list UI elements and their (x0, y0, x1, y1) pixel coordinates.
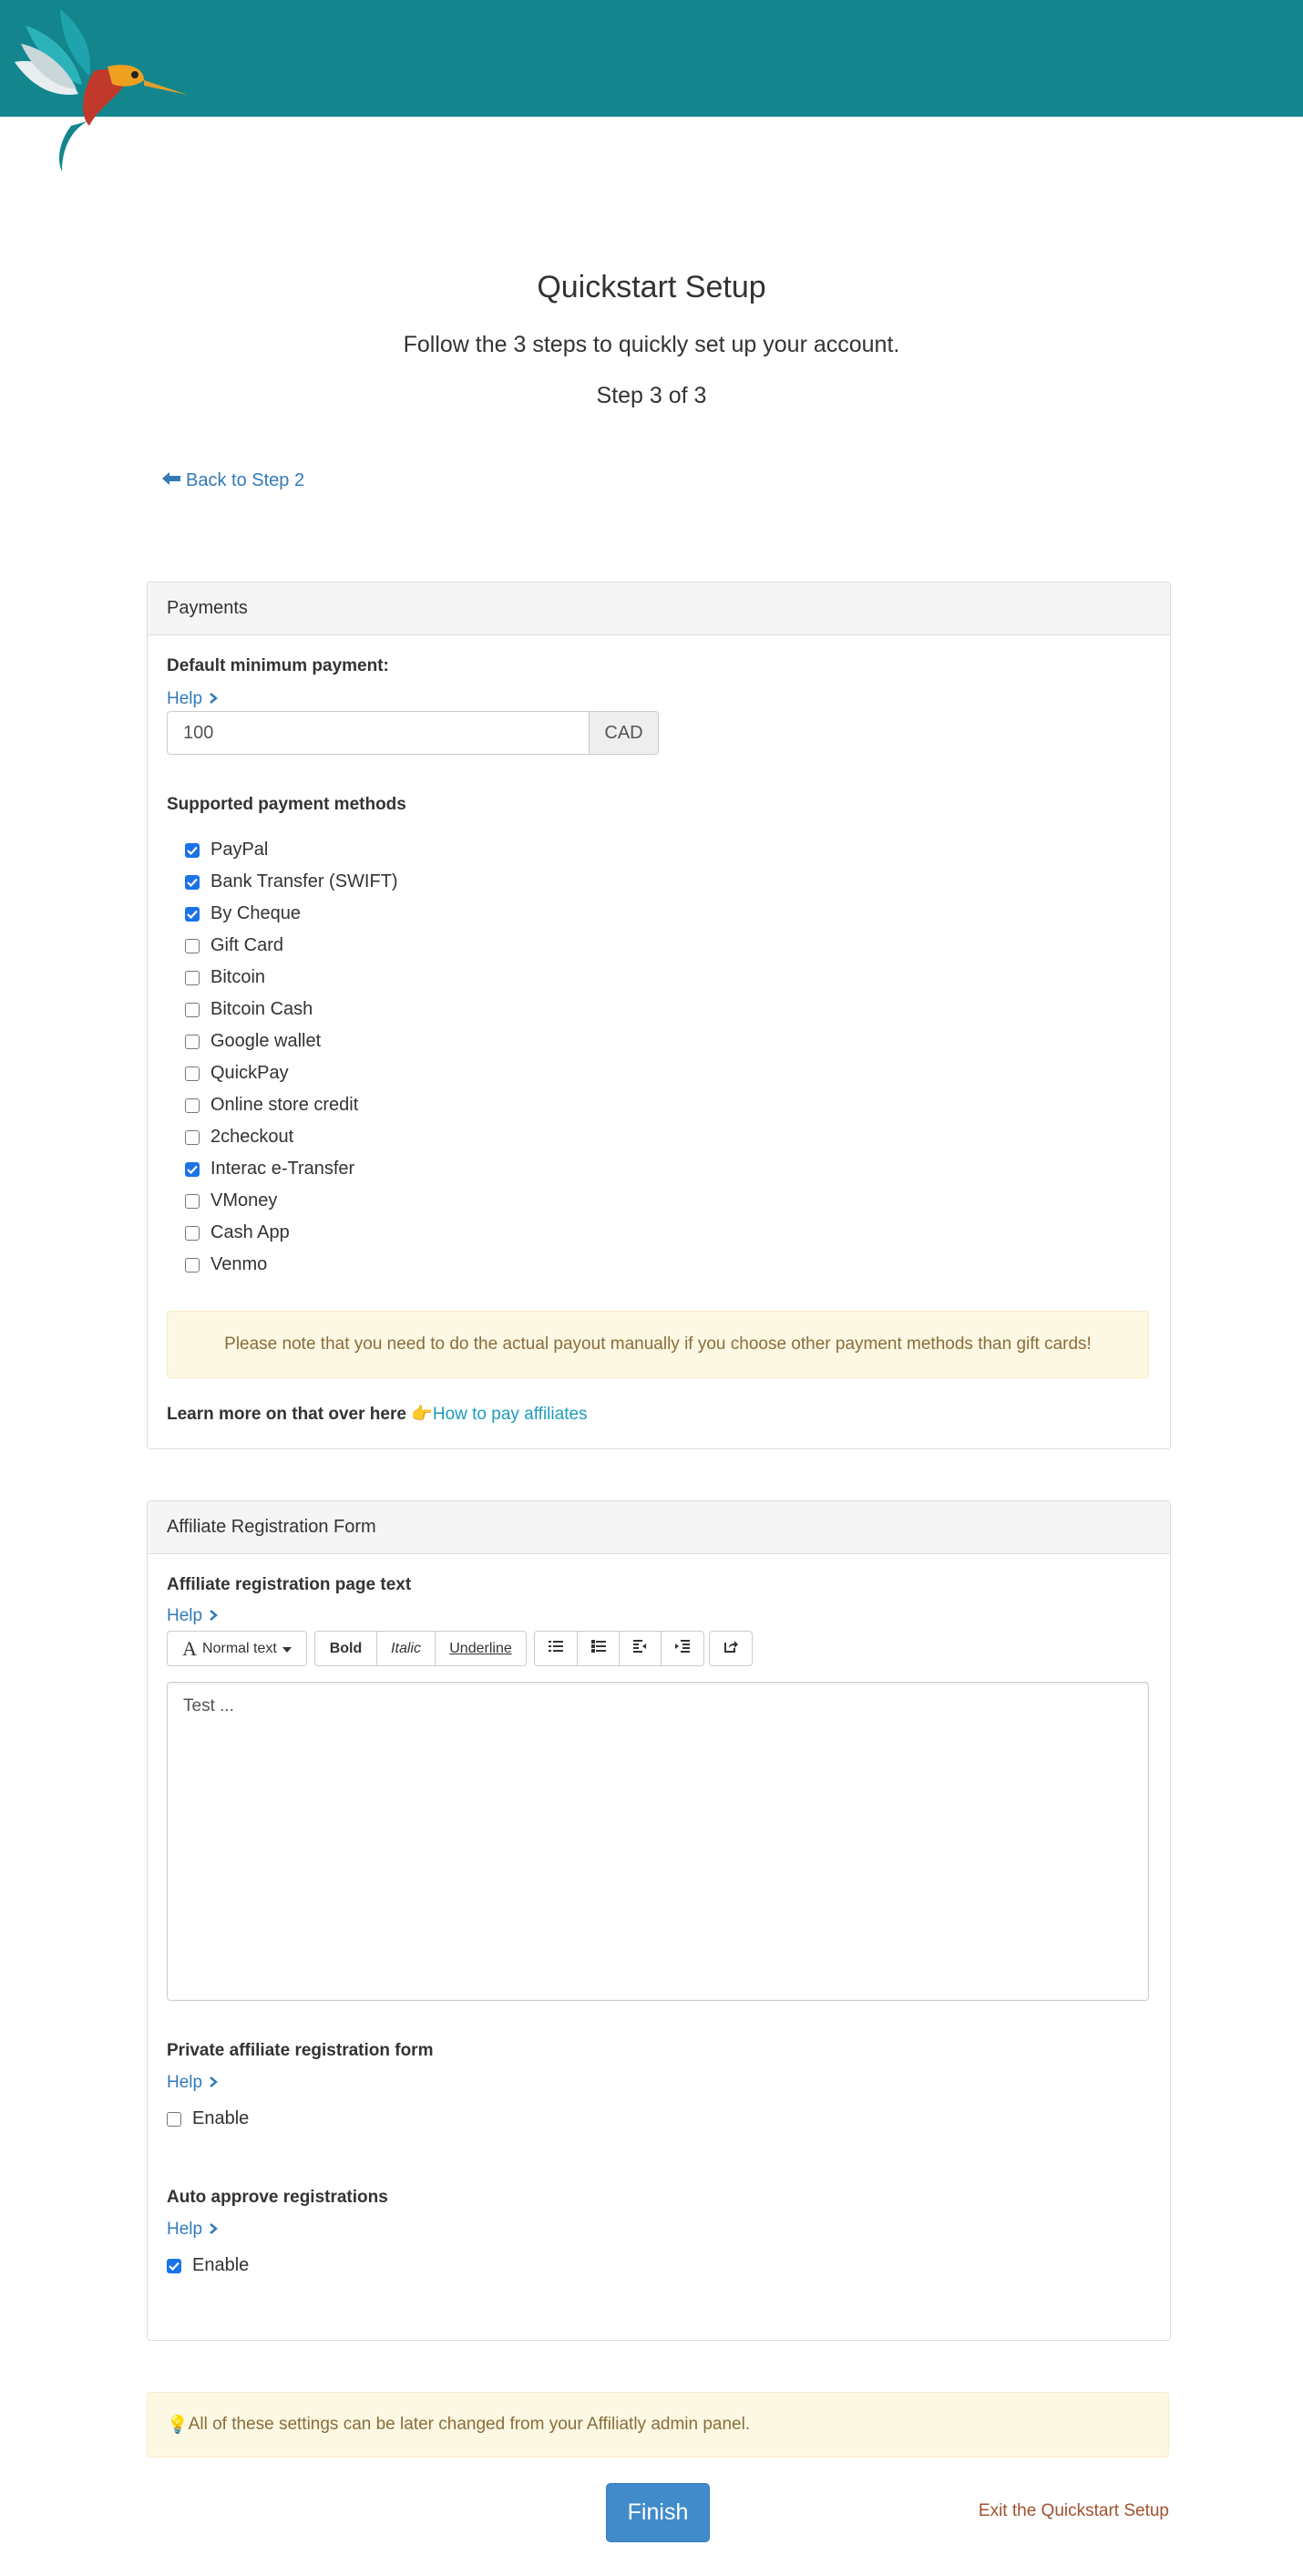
payment-method-checkbox[interactable] (185, 843, 200, 858)
payment-method-checkbox[interactable] (185, 1066, 200, 1081)
unordered-list-button[interactable] (535, 1632, 577, 1665)
payment-method-item[interactable] (185, 840, 268, 860)
help-link-label: Help (167, 2220, 203, 2239)
min-payment-input-group (167, 711, 659, 755)
payout-warning-alert: Please note that you need to do the actual payout manually if you choose other payment methods than gift cards! (167, 1311, 1149, 1378)
payment-method-label: By Cheque (210, 903, 301, 923)
registration-text-editor[interactable]: Test ... (167, 1682, 1149, 2001)
chevron-right-icon (210, 2073, 218, 2093)
payment-method-label: Bitcoin (210, 967, 266, 987)
payments-panel (147, 582, 1171, 1449)
private-form-label: Private affiliate registration form (167, 2041, 434, 2060)
auto-approve-enable-label: Enable (192, 2255, 250, 2275)
how-to-pay-affiliates-link[interactable]: How to pay affiliates (432, 1405, 588, 1424)
payment-method-label: VMoney (210, 1190, 278, 1211)
text-style-label: Normal text (202, 1640, 277, 1656)
payment-method-item[interactable] (185, 935, 283, 956)
outdent-button[interactable] (619, 1632, 661, 1665)
currency-addon: CAD (590, 711, 659, 755)
page-title: Quickstart Setup (537, 270, 766, 304)
format-button-group (314, 1631, 527, 1666)
min-payment-label: Default minimum payment: (167, 656, 389, 675)
registration-panel (147, 1500, 1171, 2341)
payment-method-item[interactable] (185, 1159, 354, 1180)
chevron-right-icon (210, 689, 218, 709)
payment-method-checkbox[interactable] (185, 1035, 200, 1049)
chevron-right-icon (210, 1606, 218, 1626)
payment-method-item[interactable] (185, 1254, 267, 1275)
auto-approve-label: Auto approve registrations (167, 2188, 388, 2207)
text-style-button[interactable] (168, 1632, 306, 1665)
text-style-dropdown[interactable] (167, 1631, 307, 1666)
payment-method-checkbox[interactable] (185, 939, 200, 953)
private-form-enable-row[interactable] (167, 2108, 249, 2129)
share-icon (723, 1640, 738, 1657)
italic-button[interactable]: Italic (376, 1632, 435, 1665)
learn-more-line (167, 1403, 588, 1425)
help-link-label: Help (167, 2073, 203, 2092)
registration-panel-heading: Affiliate Registration Form (148, 1501, 1170, 1554)
numbered-list-icon (591, 1640, 606, 1657)
indent-icon (675, 1640, 690, 1657)
back-link-label: Back to Step 2 (186, 470, 305, 490)
payment-method-item[interactable] (185, 999, 313, 1020)
bold-button[interactable]: Bold (329, 1640, 363, 1656)
payment-method-label: Bank Transfer (SWIFT) (210, 871, 398, 891)
finish-button[interactable]: Finish (606, 2483, 710, 2542)
payment-method-checkbox[interactable] (185, 1130, 200, 1145)
auto-approve-help-link[interactable] (167, 2220, 218, 2240)
lightbulb-icon: 💡 (167, 2416, 189, 2435)
list-icon (549, 1640, 563, 1657)
payment-method-checkbox[interactable] (185, 907, 200, 922)
payment-method-label: Cash App (210, 1222, 290, 1242)
payment-method-item[interactable] (185, 903, 301, 924)
payment-method-label: 2checkout (210, 1127, 294, 1147)
payment-method-label: Interac e-Transfer (210, 1159, 355, 1179)
exit-quickstart-link[interactable]: Exit the Quickstart Setup (978, 2501, 1169, 2520)
font-icon: A (182, 1636, 198, 1660)
indent-button[interactable] (661, 1632, 703, 1665)
payment-method-label: QuickPay (210, 1063, 289, 1083)
page-subtitle: Follow the 3 steps to quickly set up your account. (403, 332, 900, 357)
payment-method-item[interactable] (185, 967, 265, 988)
back-to-step-2-link[interactable] (162, 470, 304, 491)
payment-method-label: Online store credit (210, 1095, 359, 1115)
private-form-checkbox[interactable] (167, 2112, 181, 2127)
step-indicator: Step 3 of 3 (596, 383, 707, 408)
underline-button[interactable]: Underline (435, 1632, 526, 1665)
payment-method-item[interactable] (185, 1031, 321, 1052)
payment-method-checkbox[interactable] (185, 1226, 200, 1241)
payment-method-label: Gift Card (210, 935, 284, 955)
payment-method-label: Bitcoin Cash (210, 999, 313, 1019)
payment-method-label: Venmo (210, 1254, 268, 1274)
private-form-help-link[interactable] (167, 2073, 218, 2093)
payment-method-checkbox[interactable] (185, 1162, 200, 1177)
min-payment-help-link[interactable] (167, 689, 218, 709)
help-link-label: Help (167, 1606, 203, 1625)
chevron-right-icon (210, 2220, 218, 2240)
payment-method-checkbox[interactable] (185, 971, 200, 985)
ordered-list-button[interactable] (577, 1632, 619, 1665)
redo-button-group (709, 1631, 753, 1666)
hummingbird-logo[interactable] (7, 7, 190, 175)
payment-method-item[interactable] (185, 871, 398, 892)
payment-method-label: Google wallet (210, 1031, 322, 1051)
learn-more-text: Learn more on that over here (167, 1405, 406, 1424)
payment-method-item[interactable] (185, 1095, 358, 1116)
registration-page-text-label: Affiliate registration page text (167, 1575, 412, 1594)
pointing-hand-icon: 👉 (411, 1405, 433, 1424)
payment-method-label: PayPal (210, 840, 269, 860)
payment-method-item[interactable] (185, 1063, 289, 1084)
payment-method-checkbox[interactable] (185, 875, 200, 890)
auto-approve-checkbox[interactable] (167, 2259, 181, 2273)
arrow-left-icon (162, 470, 180, 491)
min-payment-input[interactable]: 100 (167, 711, 590, 755)
payment-method-item[interactable] (185, 1222, 290, 1243)
payment-method-checkbox[interactable] (185, 1258, 200, 1273)
payment-methods-label: Supported payment methods (167, 795, 406, 814)
auto-approve-enable-row[interactable] (167, 2255, 249, 2276)
payment-method-checkbox[interactable] (185, 1194, 200, 1209)
private-form-enable-label: Enable (192, 2108, 250, 2128)
payments-panel-heading: Payments (148, 582, 1170, 635)
list-button-group (534, 1631, 704, 1666)
payment-method-checkbox[interactable] (185, 1003, 200, 1017)
redo-button[interactable] (710, 1632, 752, 1665)
caret-down-icon (282, 1641, 292, 1657)
payment-method-item[interactable] (185, 1190, 277, 1211)
outdent-icon (633, 1640, 648, 1657)
payment-method-item[interactable] (185, 1127, 293, 1148)
settings-note-alert (147, 2392, 1169, 2458)
settings-note-text: All of these settings can be later changed from your Affiliatly admin panel. (188, 2415, 751, 2434)
help-link-label: Help (167, 689, 203, 708)
payment-method-checkbox[interactable] (185, 1098, 200, 1113)
registration-text-help-link[interactable] (167, 1606, 218, 1626)
top-bar (0, 0, 1303, 117)
